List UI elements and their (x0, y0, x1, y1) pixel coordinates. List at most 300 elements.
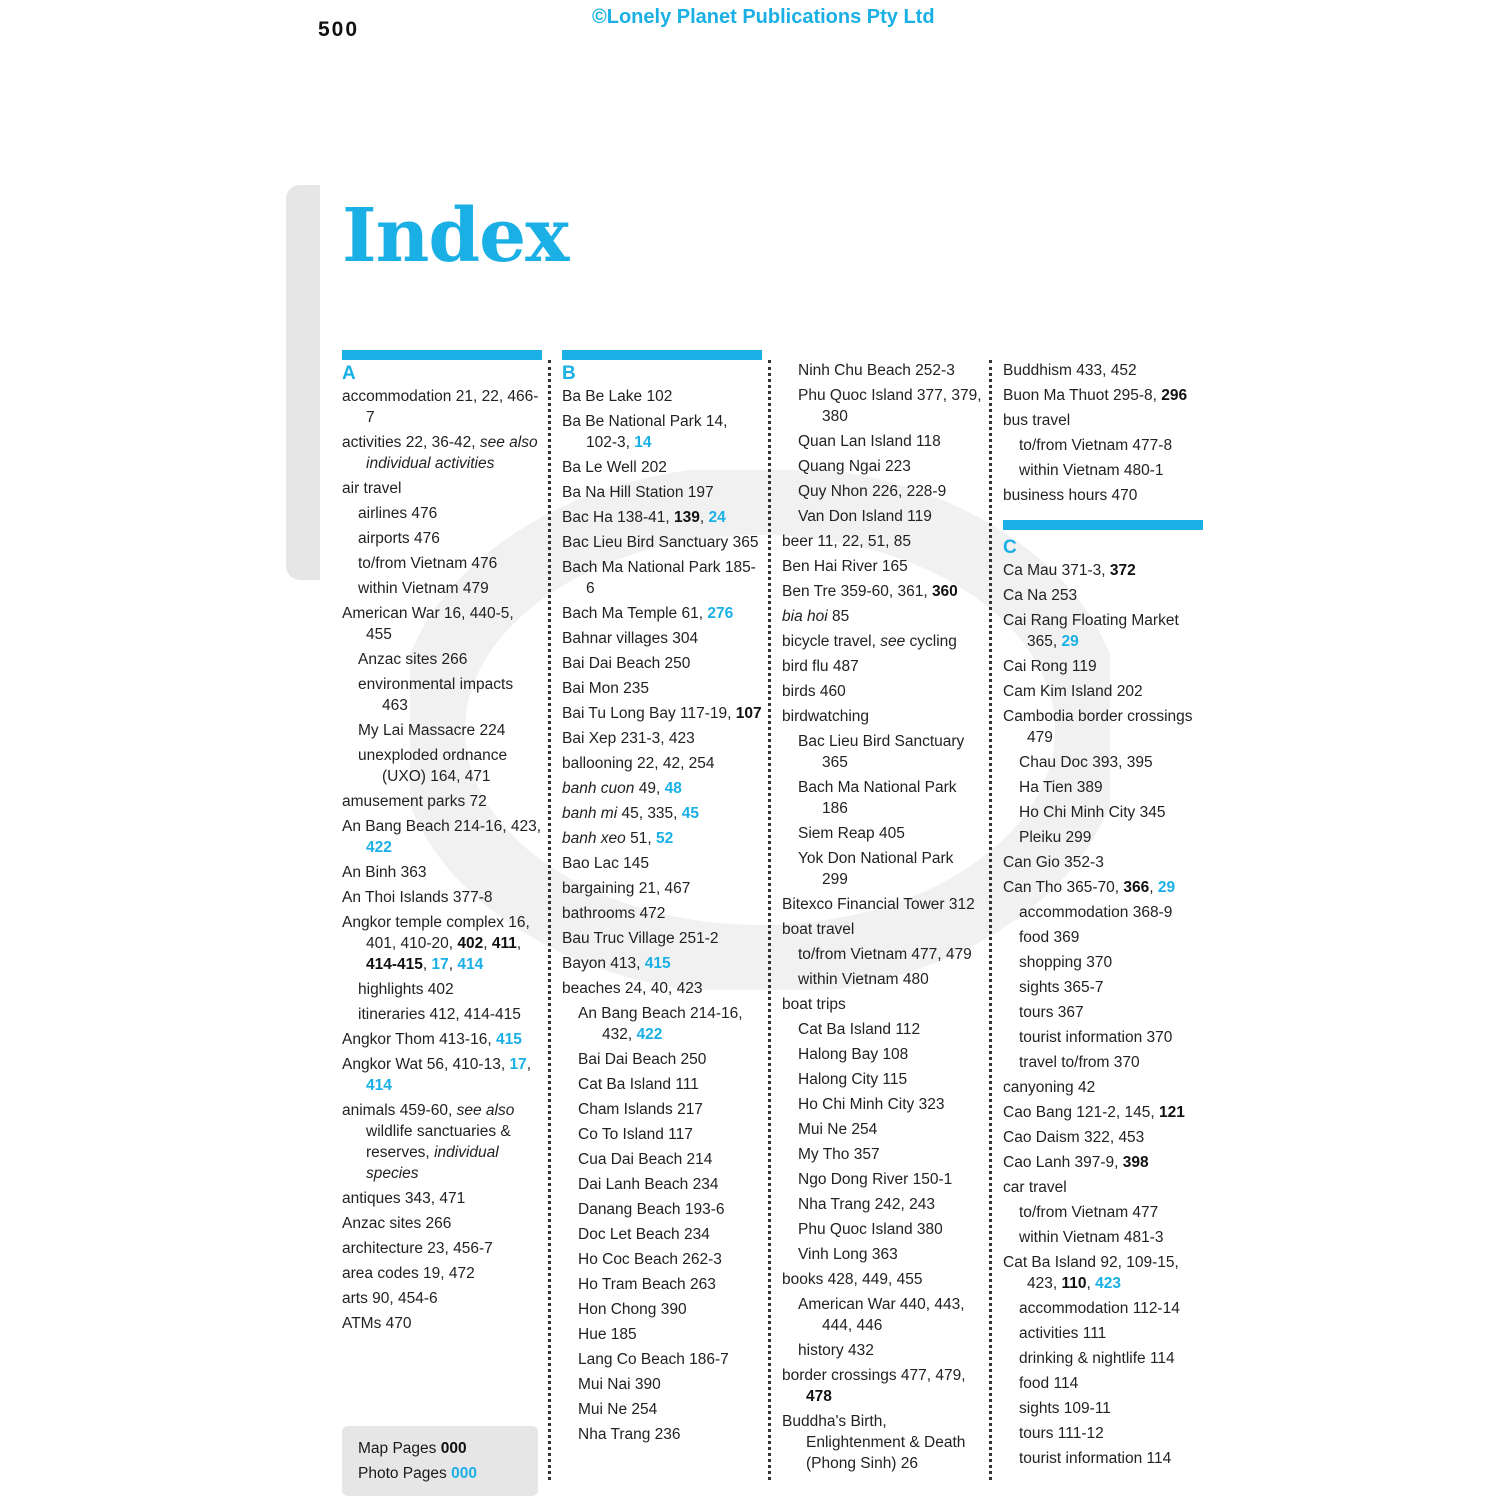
entry-text: Anzac sites 266 (358, 651, 468, 668)
photo-page-ref: 52 (655, 830, 674, 847)
index-entry (1003, 385, 1203, 406)
index-entry (562, 482, 762, 503)
entry-text: drinking & nightlife 114 (1019, 1350, 1175, 1367)
entry-text: Can Gio 352-3 (1003, 854, 1104, 871)
map-page-ref: 366 (1123, 879, 1150, 896)
index-entry (342, 887, 542, 908)
entry-text: Cambodia border crossings 479 (1003, 708, 1193, 746)
entry-text: Bach Ma Temple 61, (562, 605, 708, 622)
index-entry (562, 653, 762, 674)
entry-text: beaches 24, 40, 423 (562, 980, 703, 997)
index-entry (562, 853, 762, 874)
entry-text: , (699, 509, 709, 526)
entry-text: Ca Na 253 (1003, 587, 1078, 604)
entry-text: food 369 (1019, 929, 1080, 946)
entry-text: Ho Tram Beach 263 (578, 1276, 716, 1293)
index-entry (562, 728, 762, 749)
entry-text: Bai Dai Beach 250 (562, 655, 691, 672)
entry-text: Bahnar villages 304 (562, 630, 699, 647)
entry-text: Halong City 115 (798, 1071, 908, 1088)
index-entry (1003, 410, 1203, 431)
entry-text: Bac Lieu Bird Sanctuary 365 (562, 534, 759, 551)
photo-page-ref: 17 (509, 1056, 527, 1073)
index-entry (782, 894, 982, 915)
entry-text: air travel (342, 480, 402, 497)
index-subentry (782, 848, 982, 890)
index-subentry (782, 1219, 982, 1240)
entry-text: Phu Quoc Island 377, 379, 380 (798, 387, 982, 425)
photo-page-ref: 414 (457, 956, 484, 973)
map-page-ref: 107 (735, 705, 762, 722)
entry-text: animals 459-60, (342, 1102, 457, 1119)
index-subentry (342, 674, 542, 716)
index-entry (782, 631, 982, 652)
photo-page-ref: 423 (1095, 1275, 1121, 1292)
entry-text: Ba Le Well 202 (562, 459, 667, 476)
entry-text: within Vietnam 481-3 (1019, 1229, 1164, 1246)
index-entry (562, 603, 762, 624)
entry-text: Ha Tien 389 (1019, 779, 1103, 796)
entry-text: Yok Don National Park 299 (798, 850, 954, 888)
index-entry (782, 706, 982, 727)
photo-page-ref: 422 (366, 839, 392, 856)
entry-text: Bai Dai Beach 250 (578, 1051, 707, 1068)
index-subentry (782, 1069, 982, 1090)
index-entry (1003, 485, 1203, 506)
index-entry (562, 678, 762, 699)
index-subentry (562, 1424, 762, 1445)
entry-text: bathrooms 472 (562, 905, 666, 922)
entry-text: , (516, 935, 522, 952)
index-subentry (782, 1169, 982, 1190)
index-subentry (1003, 902, 1203, 923)
index-entry (562, 753, 762, 774)
index-subentry (1003, 1027, 1203, 1048)
entry-text: An Thoi Islands 377-8 (342, 889, 493, 906)
entry-text: Cham Islands 217 (578, 1101, 703, 1118)
entry-text: American War 16, 440-5, 455 (342, 605, 514, 643)
index-subentry (562, 1349, 762, 1370)
index-entry (1003, 1177, 1203, 1198)
entry-text: Cai Rong 119 (1003, 658, 1097, 675)
entry-text: Quang Ngai 223 (798, 458, 911, 475)
entry-text: Lang Co Beach 186-7 (578, 1351, 729, 1368)
index-entry (562, 903, 762, 924)
entry-text: books 428, 449, 455 (782, 1271, 923, 1288)
entry-text: bargaining 21, 467 (562, 880, 691, 897)
photo-page-ref: 414 (366, 1077, 392, 1094)
entry-text: boat trips (782, 996, 846, 1013)
entry-text: My Lai Massacre 224 (358, 722, 506, 739)
entry-text: Ba Na Hill Station 197 (562, 484, 714, 501)
index-subentry (782, 1119, 982, 1140)
entry-text: Ben Hai River 165 (782, 558, 908, 575)
index-subentry (1003, 1323, 1203, 1344)
index-subentry (1003, 1348, 1203, 1369)
index-entry (342, 1054, 542, 1096)
entry-text: , (483, 935, 492, 952)
entry-text: accommodation 21, 22, 466-7 (342, 388, 539, 426)
entry-text: Bayon 413, (562, 955, 645, 972)
index-subentry (562, 1399, 762, 1420)
entry-text: Cat Ba Island 111 (578, 1076, 699, 1093)
entry-text: shopping 370 (1019, 954, 1113, 971)
entry-text: 85 (827, 608, 850, 625)
index-subentry (342, 1004, 542, 1025)
entry-text: Doc Let Beach 234 (578, 1226, 710, 1243)
index-entry (782, 1411, 982, 1474)
column-divider (989, 360, 992, 1480)
index-subentry (1003, 752, 1203, 773)
index-entry (1003, 1152, 1203, 1173)
index-subentry (1003, 802, 1203, 823)
index-subentry (1003, 1448, 1203, 1469)
entry-text: 51, (625, 830, 656, 847)
entry-text: Ho Coc Beach 262-3 (578, 1251, 722, 1268)
entry-text: architecture 23, 456-7 (342, 1240, 493, 1257)
index-subentry (1003, 1202, 1203, 1223)
entry-text: Quy Nhon 226, 228-9 (798, 483, 947, 500)
entry-text: beer 11, 22, 51, 85 (782, 533, 911, 550)
entry-text: My Tho 357 (798, 1146, 880, 1163)
entry-text: Nha Trang 236 (578, 1426, 681, 1443)
entry-text: 45, 335, (617, 805, 682, 822)
entry-text: area codes 19, 472 (342, 1265, 475, 1282)
index-subentry (562, 1049, 762, 1070)
index-subentry (1003, 827, 1203, 848)
entry-text: Cat Ba Island 112 (798, 1021, 921, 1038)
index-entry (342, 1100, 542, 1184)
index-column-c (1003, 360, 1203, 1473)
index-entry (1003, 852, 1203, 873)
entry-text: Ca Mau 371-3, (1003, 562, 1110, 579)
index-subentry (342, 528, 542, 549)
index-subentry (342, 720, 542, 741)
entry-text: accommodation 368-9 (1019, 904, 1173, 921)
photo-page-ref: 29 (1061, 633, 1079, 650)
letter-heading: C (1003, 537, 1017, 558)
map-page-ref: 478 (806, 1388, 832, 1405)
index-entry (342, 912, 542, 975)
index-entry (562, 828, 762, 849)
photo-page-ref: 17 (431, 956, 449, 973)
index-subentry (342, 979, 542, 1000)
index-subentry (562, 1324, 762, 1345)
index-entry (342, 1313, 542, 1334)
entry-text: airlines 476 (358, 505, 438, 522)
index-entry (562, 703, 762, 724)
letter-section-bar (562, 350, 762, 360)
entry-text: sights 365-7 (1019, 979, 1104, 996)
entry-text: bicycle travel, (782, 633, 881, 650)
index-entry (782, 581, 982, 602)
index-subentry (1003, 1227, 1203, 1248)
index-entry (1003, 585, 1203, 606)
entry-text: Vinh Long 363 (798, 1246, 898, 1263)
index-entry (1003, 610, 1203, 652)
entry-text: An Bang Beach 214-16, 423, (342, 818, 542, 835)
index-entry (562, 928, 762, 949)
entry-text: bus travel (1003, 412, 1071, 429)
entry-text: highlights 402 (358, 981, 454, 998)
entry-text: Bac Ha 138-41, (562, 509, 675, 526)
entry-text: tourist information 370 (1019, 1029, 1173, 1046)
index-entry (782, 919, 982, 940)
entry-text: birdwatching (782, 708, 870, 725)
column-divider (548, 360, 551, 1480)
photo-page-ref: 45 (681, 805, 700, 822)
index-entry (562, 557, 762, 599)
entry-text: American War 440, 443, 444, 446 (798, 1296, 965, 1334)
index-entry (342, 1238, 542, 1259)
entry-text: Danang Beach 193-6 (578, 1201, 725, 1218)
entry-text: Bai Mon 235 (562, 680, 650, 697)
entry-text: antiques 343, 471 (342, 1190, 466, 1207)
index-entry (1003, 1077, 1203, 1098)
entry-text: Buddha's Birth, Enlightenment & Death (Phong Sinh) 26 (782, 1413, 966, 1472)
index-subentry (562, 1374, 762, 1395)
entry-text: Hue 185 (578, 1326, 637, 1343)
index-entry (782, 1269, 982, 1290)
entry-text: food 114 (1019, 1375, 1079, 1392)
entry-text: tours 111-12 (1019, 1425, 1104, 1442)
entry-text: border crossings 477, 479, (782, 1367, 966, 1384)
index-entry (1003, 877, 1203, 898)
index-subentry (1003, 927, 1203, 948)
index-subentry (1003, 1298, 1203, 1319)
index-subentry (782, 777, 982, 819)
entry-text: to/from Vietnam 476 (358, 555, 498, 572)
entry-text: Chau Doc 393, 395 (1019, 754, 1153, 771)
legend-map-pages (342, 1426, 538, 1461)
index-entry (342, 603, 542, 645)
entry-text: Mui Nai 390 (578, 1376, 661, 1393)
entry-text: Nha Trang 242, 243 (798, 1196, 936, 1213)
index-subentry (782, 823, 982, 844)
entry-text: Angkor Wat 56, 410-13, (342, 1056, 510, 1073)
index-subentry (562, 1149, 762, 1170)
entry-text: Cao Bang 121-2, 145, (1003, 1104, 1159, 1121)
map-page-ref: 121 (1158, 1104, 1185, 1121)
entry-text: business hours 470 (1003, 487, 1138, 504)
index-column-b-cont (782, 360, 982, 1478)
entry-text: activities 111 (1019, 1325, 1107, 1342)
index-subentry (782, 360, 982, 381)
entry-text: Ben Tre 359-60, 361, (782, 583, 932, 600)
entry-text: travel to/from 370 (1019, 1054, 1140, 1071)
index-subentry (562, 1299, 762, 1320)
entry-text: to/from Vietnam 477 (1019, 1204, 1159, 1221)
index-subentry (342, 578, 542, 599)
photo-page-ref: 48 (664, 780, 682, 797)
index-entry (782, 1365, 982, 1407)
entry-text: tourist information 114 (1019, 1450, 1172, 1467)
copyright-notice: ©Lonely Planet Publications Pty Ltd (592, 6, 935, 28)
entry-text: Anzac sites 266 (342, 1215, 452, 1232)
entry-text: Co To Island 117 (578, 1126, 693, 1143)
entry-text: Ninh Chu Beach 252-3 (798, 362, 955, 379)
index-entry (1003, 1127, 1203, 1148)
entry-text: Ngo Dong River 150-1 (798, 1171, 953, 1188)
index-entry (782, 681, 982, 702)
index-subentry (562, 1199, 762, 1220)
photo-page-ref: 415 (644, 955, 671, 972)
index-entry (562, 411, 762, 453)
index-subentry (1003, 1373, 1203, 1394)
map-page-ref: 411 (491, 935, 517, 952)
page-type-legend (342, 1426, 538, 1496)
entry-text: , (422, 956, 432, 973)
index-entry (1003, 1102, 1203, 1123)
index-subentry (782, 1094, 982, 1115)
map-page-ref: 139 (674, 509, 700, 526)
legend-photo-value: 000 (451, 1465, 477, 1482)
entry-text: Siem Reap 405 (798, 825, 905, 842)
index-entry (342, 862, 542, 883)
entry-text: car travel (1003, 1179, 1067, 1196)
index-subentry (562, 1124, 762, 1145)
index-entry (342, 432, 542, 474)
index-entry (342, 1188, 542, 1209)
entry-text: Angkor temple complex 16, 401, 410-20, (342, 914, 530, 952)
index-subentry (1003, 777, 1203, 798)
legend-map-value: 000 (440, 1440, 467, 1457)
index-entry (782, 994, 982, 1015)
index-subentry (1003, 1052, 1203, 1073)
index-subentry (1003, 952, 1203, 973)
map-page-ref: 372 (1109, 562, 1136, 579)
index-entry (342, 1029, 542, 1050)
index-subentry (782, 1340, 982, 1361)
index-entry (342, 1263, 542, 1284)
italic-term: banh mi (562, 805, 618, 822)
index-subentry (1003, 460, 1203, 481)
entry-text: An Bang Beach 214-16, 432, (578, 1005, 743, 1043)
entry-text: Bau Truc Village 251-2 (562, 930, 719, 947)
index-subentry (342, 649, 542, 670)
italic-term: banh cuon (562, 780, 635, 797)
index-subentry (782, 506, 982, 527)
entry-text: Can Tho 365-70, (1003, 879, 1124, 896)
index-subentry (782, 385, 982, 427)
index-subentry (782, 1244, 982, 1265)
entry-text: Cua Dai Beach 214 (578, 1151, 713, 1168)
entry-text: activities 22, 36-42, (342, 434, 480, 451)
map-page-ref: 296 (1161, 387, 1188, 404)
map-page-ref: 360 (931, 583, 958, 600)
index-subentry (782, 969, 982, 990)
entry-text: ballooning 22, 42, 254 (562, 755, 715, 772)
index-subentry (782, 431, 982, 452)
index-subentry (342, 745, 542, 787)
map-page-ref: 110 (1061, 1275, 1087, 1292)
entry-text: Bitexco Financial Tower 312 (782, 896, 975, 913)
index-entry (342, 1288, 542, 1309)
entry-text: Ba Be Lake 102 (562, 388, 673, 405)
entry-text: , (1086, 1275, 1096, 1292)
index-subentry (782, 944, 982, 965)
index-subentry (342, 503, 542, 524)
entry-text: An Binh 363 (342, 864, 427, 881)
entry-text: Bai Tu Long Bay 117-19, (562, 705, 736, 722)
index-entry (562, 778, 762, 799)
index-entry (562, 953, 762, 974)
photo-page-ref: 14 (634, 434, 652, 451)
entry-text: birds 460 (782, 683, 846, 700)
entry-text: boat travel (782, 921, 855, 938)
index-subentry (342, 553, 542, 574)
entry-text: sights 109-11 (1019, 1400, 1111, 1417)
entry-text: Bach Ma National Park 186 (798, 779, 957, 817)
index-subentry (782, 481, 982, 502)
index-entry (1003, 706, 1203, 748)
index-entry (562, 532, 762, 553)
index-entry (342, 1213, 542, 1234)
photo-page-ref: 422 (636, 1026, 663, 1043)
letter-heading: A (342, 363, 356, 384)
entry-text: canyoning 42 (1003, 1079, 1096, 1096)
entry-text: , (526, 1056, 531, 1073)
index-entry (1003, 681, 1203, 702)
page-title: Index (342, 193, 569, 279)
index-entry (562, 386, 762, 407)
index-subentry (562, 1249, 762, 1270)
photo-page-ref: 29 (1157, 879, 1176, 896)
entry-text: Angkor Thom 413-16, (342, 1031, 496, 1048)
entry-text: amusement parks 72 (342, 793, 487, 810)
index-entry (342, 816, 542, 858)
side-tab (286, 185, 320, 580)
index-subentry (1003, 977, 1203, 998)
entry-text: Cao Lanh 397-9, (1003, 1154, 1123, 1171)
legend-photo-pages (342, 1461, 538, 1486)
entry-text: within Vietnam 480 (798, 971, 929, 988)
entry-text: Buddhism 433, 452 (1003, 362, 1137, 379)
index-subentry (562, 1174, 762, 1195)
entry-text: arts 90, 454-6 (342, 1290, 438, 1307)
index-subentry (562, 1099, 762, 1120)
index-subentry (562, 1074, 762, 1095)
index-entry (342, 791, 542, 812)
entry-text: Dai Lanh Beach 234 (578, 1176, 719, 1193)
entry-text: Mui Ne 254 (798, 1121, 878, 1138)
entry-text: Halong Bay 108 (798, 1046, 909, 1063)
entry-text: to/from Vietnam 477, 479 (798, 946, 972, 963)
column-divider (768, 360, 771, 1480)
index-entry (342, 386, 542, 428)
index-subentry (562, 1003, 762, 1045)
index-subentry (1003, 435, 1203, 456)
index-entry (562, 803, 762, 824)
entry-text: Cai Rang Floating Market 365, (1003, 612, 1179, 650)
index-subentry (1003, 1002, 1203, 1023)
entry-text: bird flu 487 (782, 658, 859, 675)
index-entry (782, 531, 982, 552)
entry-text: Ho Chi Minh City 345 (1019, 804, 1166, 821)
index-subentry (782, 456, 982, 477)
index-entry (562, 978, 762, 999)
entry-text: history 432 (798, 1342, 874, 1359)
legend-map-label: Map Pages (358, 1440, 437, 1457)
entry-text: to/from Vietnam 477-8 (1019, 437, 1173, 454)
entry-text: Cao Daism 322, 453 (1003, 1129, 1145, 1146)
entry-text: airports 476 (358, 530, 440, 547)
index-entry (562, 878, 762, 899)
index-column-a (342, 360, 542, 1338)
index-entry (1003, 656, 1203, 677)
entry-text: Bac Lieu Bird Sanctuary 365 (798, 733, 965, 771)
index-subentry (782, 1194, 982, 1215)
